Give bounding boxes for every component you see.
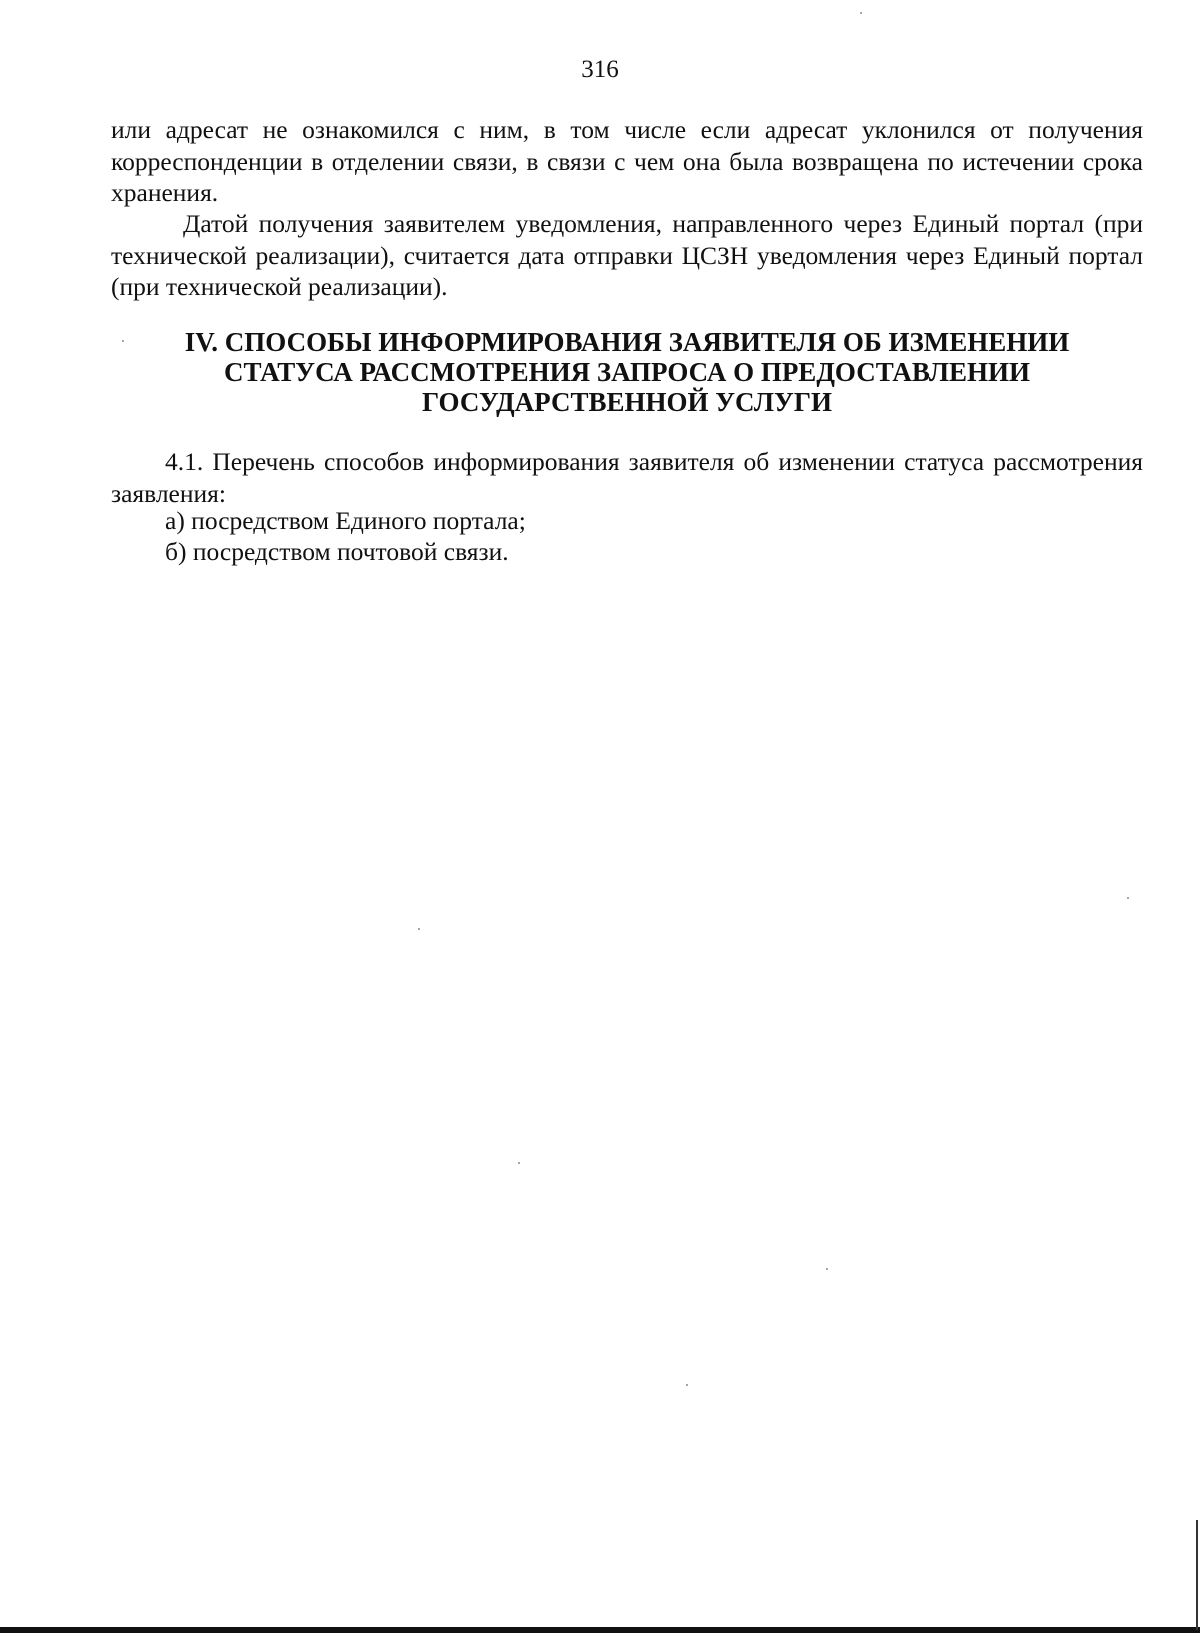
scan-border-right bbox=[1196, 1520, 1198, 1630]
section-heading-line-1: IV. СПОСОБЫ ИНФОРМИРОВАНИЯ ЗАЯВИТЕЛЯ ОБ ИЗМЕНЕНИИ bbox=[184, 327, 1070, 357]
scan-speck bbox=[686, 1384, 688, 1386]
section-heading-line-2: СТАТУСА РАССМОТРЕНИЯ ЗАПРОСА О ПРЕДОСТАВЛЕНИИ bbox=[223, 357, 1031, 387]
page-number: 316 bbox=[581, 56, 619, 83]
scan-speck bbox=[518, 1162, 520, 1164]
scan-speck bbox=[826, 1268, 828, 1270]
scan-speck bbox=[860, 12, 862, 14]
paragraph-notice-return: или адресат не ознакомился с ним, в том числе если адресат уклонился от получения корреспонденции в отделении связи, в связи с чем она была возвращена по истечении срока хранения. bbox=[111, 115, 1143, 207]
section-heading-line-3: ГОСУДАРСТВЕННОЙ УСЛУГИ bbox=[422, 387, 832, 417]
scan-speck bbox=[1127, 897, 1129, 899]
list-item-postal: б) посредством почтовой связи. bbox=[165, 537, 509, 566]
scan-speck bbox=[418, 928, 420, 930]
paragraph-receipt-date: Датой получения заявителем уведомления, направленного через Единый портал (при технической реализации), считается дата отправки ЦСЗН уведомления через Единый портал (при технической реализации). bbox=[111, 209, 1143, 301]
paragraph-methods-list-intro: 4.1. Перечень способов информирования заявителя об изменении статуса рассмотрения заявления: bbox=[111, 447, 1143, 508]
list-item-unified-portal: а) посредством Единого портала; bbox=[165, 506, 526, 535]
scan-border-bottom bbox=[0, 1627, 1200, 1633]
section-heading bbox=[111, 327, 1143, 417]
scan-speck bbox=[122, 340, 124, 342]
